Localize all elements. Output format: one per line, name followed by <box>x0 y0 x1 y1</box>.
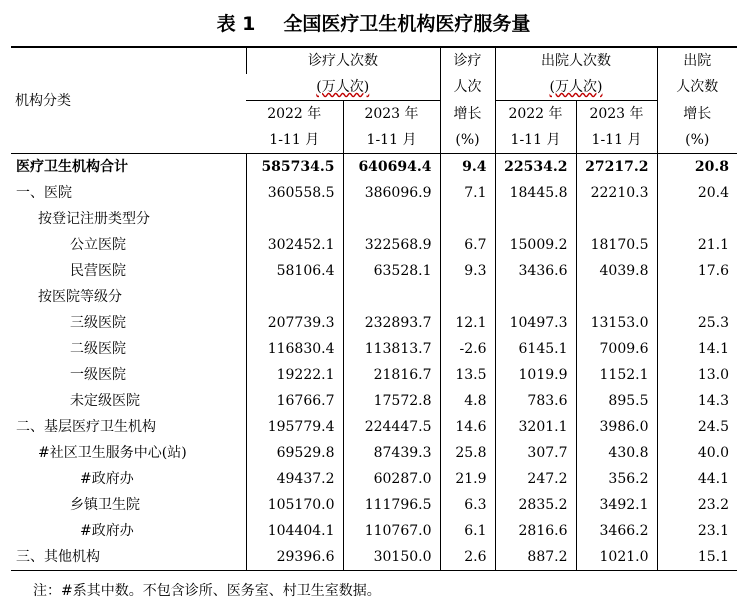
header-visits-growth-line3: 增长 <box>440 101 495 128</box>
visits-2023: 113813.7 <box>343 336 440 362</box>
discharge-2023: 895.5 <box>576 388 657 414</box>
discharge-2023: 27217.2 <box>576 154 657 181</box>
discharge-growth: 14.3 <box>657 388 737 414</box>
table-row <box>11 492 737 518</box>
visits-2023: 232893.7 <box>343 310 440 336</box>
discharge-2022: 1019.9 <box>495 362 576 388</box>
discharge-2022: 3201.1 <box>495 414 576 440</box>
discharge-growth: 21.1 <box>657 232 737 258</box>
visits-growth: 14.6 <box>440 414 495 440</box>
row-name: 二级医院 <box>70 341 126 357</box>
table-row <box>11 466 737 492</box>
row-name: 按登记注册类型分 <box>38 211 150 227</box>
discharge-growth <box>657 284 737 310</box>
visits-2023: 87439.3 <box>343 440 440 466</box>
row-name: 一、医院 <box>16 185 72 201</box>
discharge-growth <box>657 206 737 232</box>
visits-2023: 386096.9 <box>343 180 440 206</box>
discharge-2022: 247.2 <box>495 466 576 492</box>
discharge-2023: 13153.0 <box>576 310 657 336</box>
visits-2022: 49437.2 <box>246 466 343 492</box>
visits-growth: 6.3 <box>440 492 495 518</box>
table-row <box>11 258 737 284</box>
discharge-growth: 17.6 <box>657 258 737 284</box>
discharge-2023: 18170.5 <box>576 232 657 258</box>
visits-2023: 30150.0 <box>343 544 440 571</box>
header-discharge-2023-line2: 1-11 月 <box>576 127 657 154</box>
visits-growth <box>440 284 495 310</box>
discharge-2023: 430.8 <box>576 440 657 466</box>
discharge-2022: 783.6 <box>495 388 576 414</box>
header-visits-group-line1: 诊疗人次数 <box>246 47 440 74</box>
header-category: 机构分类 <box>11 47 246 154</box>
row-name: #社区卫生服务中心(站) <box>38 445 187 461</box>
discharge-2023: 4039.8 <box>576 258 657 284</box>
visits-2022: 105170.0 <box>246 492 343 518</box>
discharge-2023: 1021.0 <box>576 544 657 571</box>
row-name: 乡镇卫生院 <box>70 497 140 513</box>
visits-2023: 63528.1 <box>343 258 440 284</box>
discharge-2023: 7009.6 <box>576 336 657 362</box>
visits-growth: -2.6 <box>440 336 495 362</box>
visits-growth: 25.8 <box>440 440 495 466</box>
header-visits-2023-line1: 2023 年 <box>343 101 440 128</box>
discharge-growth: 14.1 <box>657 336 737 362</box>
row-name: 按医院等级分 <box>38 289 122 305</box>
visits-2023: 224447.5 <box>343 414 440 440</box>
visits-2022: 19222.1 <box>246 362 343 388</box>
table-row <box>11 414 737 440</box>
discharge-2023: 356.2 <box>576 466 657 492</box>
visits-growth: 21.9 <box>440 466 495 492</box>
table-row <box>11 232 737 258</box>
table-number: 表 1 <box>216 13 256 35</box>
header-visits-growth-line1: 诊疗 <box>440 47 495 74</box>
header-visits-2023-line2: 1-11 月 <box>343 127 440 154</box>
visits-2023: 110767.0 <box>343 518 440 544</box>
discharge-2023 <box>576 206 657 232</box>
discharge-2022: 3436.6 <box>495 258 576 284</box>
visits-2022: 29396.6 <box>246 544 343 571</box>
discharge-2022 <box>495 284 576 310</box>
visits-growth: 2.6 <box>440 544 495 571</box>
discharge-2022: 2816.6 <box>495 518 576 544</box>
visits-growth: 13.5 <box>440 362 495 388</box>
row-name: 二、基层医疗卫生机构 <box>16 419 156 435</box>
header-visits-2022-line1: 2022 年 <box>267 106 322 122</box>
table-row <box>11 310 737 336</box>
discharge-2022: 2835.2 <box>495 492 576 518</box>
visits-growth: 4.8 <box>440 388 495 414</box>
header-discharge-2022-line1: 2022 年 <box>495 101 576 128</box>
visits-2022: 360558.5 <box>246 180 343 206</box>
table-row <box>11 362 737 388</box>
row-name: #政府办 <box>80 471 134 487</box>
header-discharge-growth-line2: 人次数 <box>657 74 737 101</box>
visits-2022: 116830.4 <box>246 336 343 362</box>
header-discharge-growth-line3: 增长 <box>657 101 737 128</box>
table-row <box>11 544 737 571</box>
header-visits-growth-line2: 人次 <box>440 74 495 101</box>
visits-growth: 6.7 <box>440 232 495 258</box>
visits-2023: 60287.0 <box>343 466 440 492</box>
row-name: 未定级医院 <box>70 393 140 409</box>
discharge-2022: 18445.8 <box>495 180 576 206</box>
visits-2022: 585734.5 <box>246 154 343 181</box>
discharge-growth: 13.0 <box>657 362 737 388</box>
visits-growth: 12.1 <box>440 310 495 336</box>
row-name: 三级医院 <box>70 315 126 331</box>
discharge-2022: 10497.3 <box>495 310 576 336</box>
visits-2023: 640694.4 <box>343 154 440 181</box>
discharge-2022: 6145.1 <box>495 336 576 362</box>
header-discharge-growth-line1: 出院 <box>657 47 737 74</box>
discharge-growth: 23.1 <box>657 518 737 544</box>
visits-growth: 6.1 <box>440 518 495 544</box>
discharge-2023: 3986.0 <box>576 414 657 440</box>
discharge-2023 <box>576 284 657 310</box>
header-discharge-growth-line4: (%) <box>657 127 737 154</box>
header-discharge-group-line1: 出院人次数 <box>495 47 657 74</box>
table-row <box>11 180 737 206</box>
header-discharge-2023-line1: 2023 年 <box>576 101 657 128</box>
header-discharge-unit-text: (万人次) <box>549 79 603 95</box>
discharge-growth: 25.3 <box>657 310 737 336</box>
discharge-2023: 1152.1 <box>576 362 657 388</box>
row-name: 医疗卫生机构合计 <box>11 154 246 181</box>
visits-2022: 104404.1 <box>246 518 343 544</box>
visits-2022: 302452.1 <box>246 232 343 258</box>
table-row <box>11 336 737 362</box>
table-row <box>11 388 737 414</box>
discharge-growth: 20.4 <box>657 180 737 206</box>
table-row <box>11 206 737 232</box>
visits-growth: 7.1 <box>440 180 495 206</box>
visits-2022 <box>246 206 343 232</box>
visits-2022: 195779.4 <box>246 414 343 440</box>
visits-growth: 9.3 <box>440 258 495 284</box>
visits-2022: 16766.7 <box>246 388 343 414</box>
header-visits-unit-text: (万人次) <box>316 79 370 95</box>
medical-service-table <box>11 46 737 571</box>
discharge-growth: 20.8 <box>657 154 737 181</box>
header-visits-growth-line4: (%) <box>440 127 495 154</box>
row-name: #政府办 <box>80 523 134 539</box>
visits-2023: 111796.5 <box>343 492 440 518</box>
visits-2023: 322568.9 <box>343 232 440 258</box>
discharge-growth: 23.2 <box>657 492 737 518</box>
visits-2022: 69529.8 <box>246 440 343 466</box>
visits-2023: 21816.7 <box>343 362 440 388</box>
table-footnote: 注：#系其中数。不包含诊所、医务室、村卫生室数据。 <box>33 583 381 599</box>
discharge-2022: 307.7 <box>495 440 576 466</box>
table-row <box>11 518 737 544</box>
discharge-growth: 44.1 <box>657 466 737 492</box>
discharge-2022: 15009.2 <box>495 232 576 258</box>
discharge-2022: 887.2 <box>495 544 576 571</box>
table-title-text: 全国医疗卫生机构医疗服务量 <box>283 13 531 35</box>
header-discharge-2022-line2: 1-11 月 <box>495 127 576 154</box>
discharge-growth: 40.0 <box>657 440 737 466</box>
visits-growth: 9.4 <box>440 154 495 181</box>
discharge-2023: 3492.1 <box>576 492 657 518</box>
table-title <box>0 11 747 37</box>
discharge-2022 <box>495 206 576 232</box>
table-row <box>11 154 737 181</box>
visits-2022 <box>246 284 343 310</box>
header-visits-group-unit <box>246 74 440 101</box>
discharge-growth: 15.1 <box>657 544 737 571</box>
discharge-2023: 3466.2 <box>576 518 657 544</box>
visits-2023 <box>343 284 440 310</box>
header-discharge-group-unit <box>495 74 657 101</box>
visits-2022: 58106.4 <box>246 258 343 284</box>
row-name: 民营医院 <box>70 263 126 279</box>
row-name: 公立医院 <box>70 237 126 253</box>
visits-growth <box>440 206 495 232</box>
visits-2022: 207739.3 <box>246 310 343 336</box>
row-name: 三、其他机构 <box>11 544 246 571</box>
discharge-2022: 22534.2 <box>495 154 576 181</box>
header-visits-2022-line2: 1-11 月 <box>246 127 343 154</box>
discharge-growth: 24.5 <box>657 414 737 440</box>
table-row <box>11 440 737 466</box>
row-name: 一级医院 <box>70 367 126 383</box>
table-row <box>11 284 737 310</box>
visits-2023 <box>343 206 440 232</box>
discharge-2023: 22210.3 <box>576 180 657 206</box>
visits-2023: 17572.8 <box>343 388 440 414</box>
